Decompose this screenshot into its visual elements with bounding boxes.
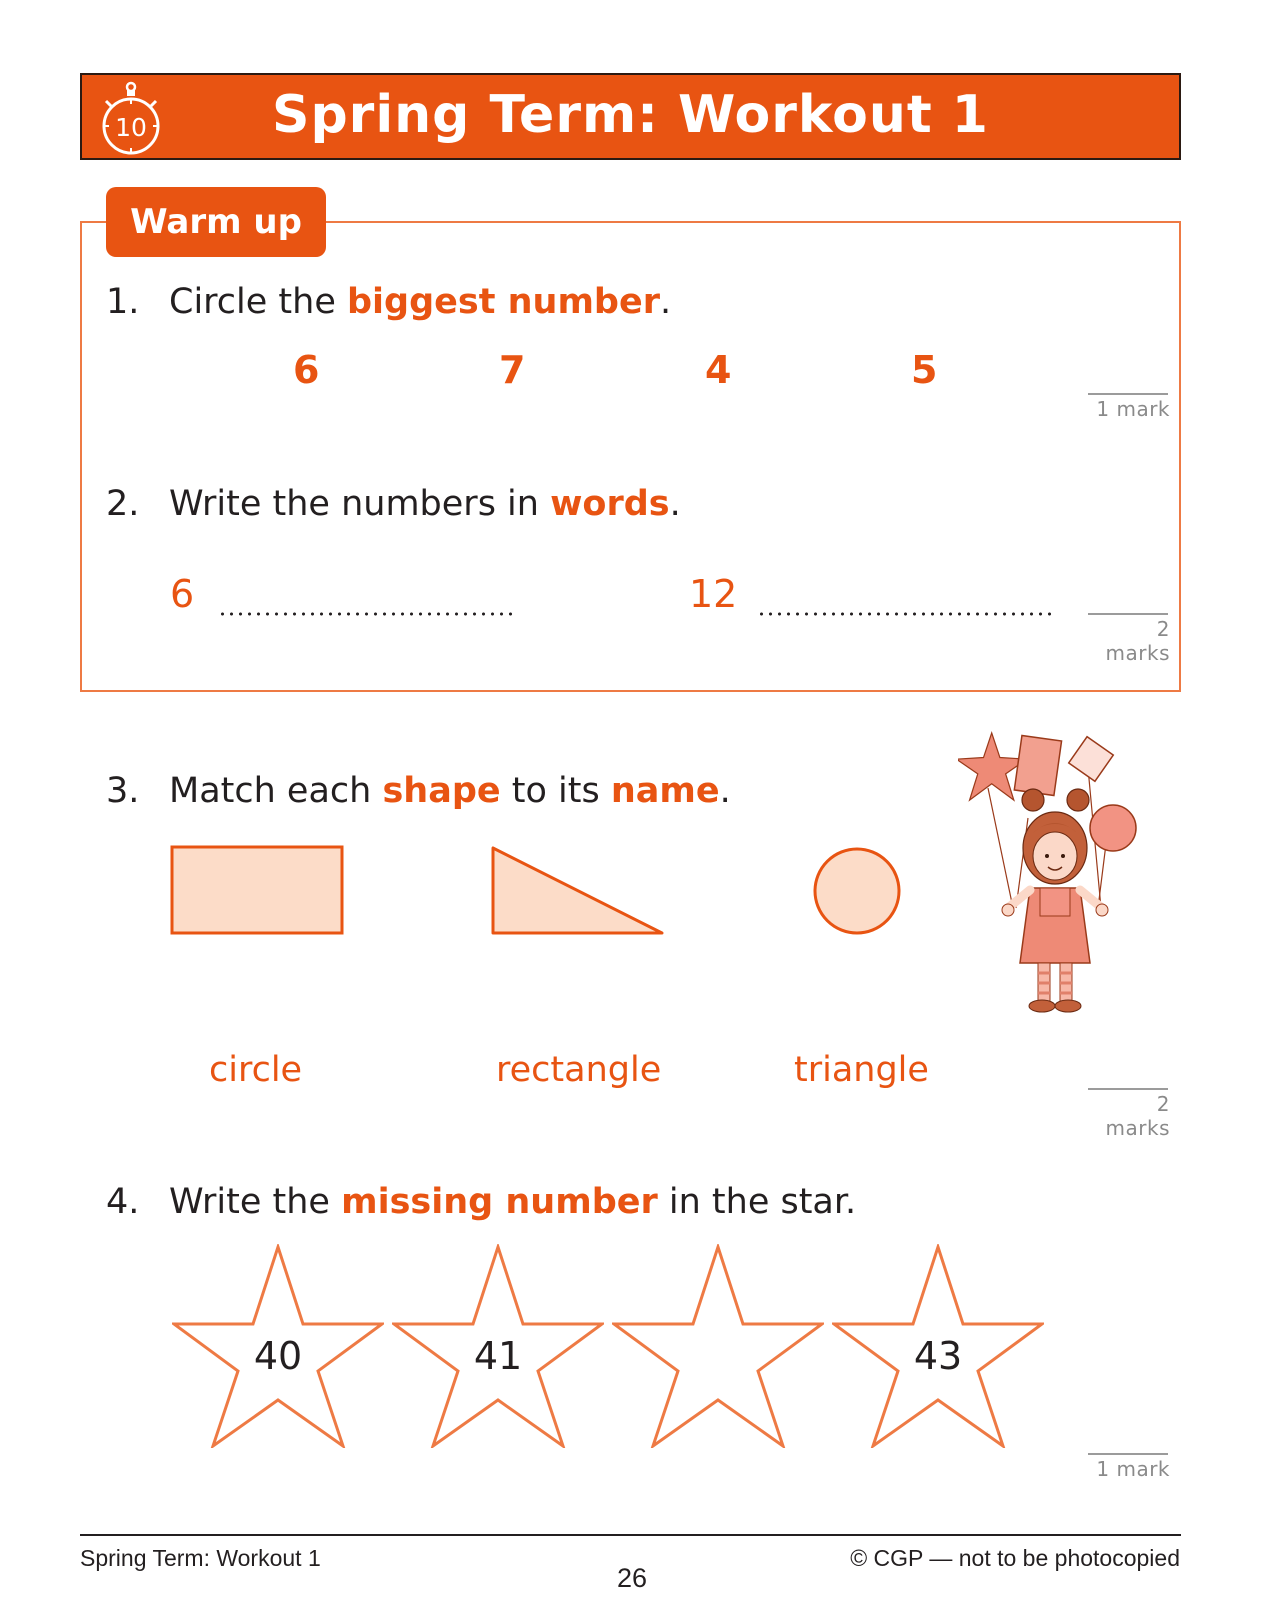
number-option[interactable]: 4 <box>705 348 732 392</box>
footer-divider <box>80 1534 1181 1536</box>
rectangle-shape[interactable] <box>170 845 346 937</box>
question-text: Circle the biggest number. <box>169 282 672 322</box>
mark-line <box>1088 393 1168 395</box>
page-number: 26 <box>616 1563 648 1593</box>
missing-number-star[interactable] <box>612 1244 824 1448</box>
word-number: 12 <box>689 572 738 616</box>
question-text: Write the missing number in the star. <box>169 1182 857 1222</box>
shape-name-label[interactable]: rectangle <box>496 1050 662 1090</box>
star-number: 40 <box>253 1334 303 1378</box>
number-option[interactable]: 5 <box>911 348 938 392</box>
question-number: 2. <box>106 484 140 524</box>
marks-label: 1 mark <box>1096 1457 1170 1481</box>
number-option[interactable]: 7 <box>499 348 526 392</box>
title-bar <box>80 73 1181 160</box>
marks-label: 2 marks <box>1105 1092 1170 1140</box>
mark-line <box>1088 613 1168 615</box>
shape-name-label[interactable]: circle <box>209 1050 303 1090</box>
shape-name-label[interactable]: triangle <box>794 1050 929 1090</box>
answer-line[interactable] <box>218 612 518 616</box>
footer-title: Spring Term: Workout 1 <box>80 1545 321 1571</box>
warmup-tab: Warm up <box>106 187 326 257</box>
star-number: 43 <box>913 1334 963 1378</box>
circle-shape[interactable] <box>811 845 903 937</box>
question-text: Write the numbers in words. <box>169 484 681 524</box>
star-number: 41 <box>473 1334 523 1378</box>
page-title: Spring Term: Workout 1 <box>272 85 989 145</box>
question-number: 3. <box>106 771 140 811</box>
copyright-notice: © CGP — not to be photocopied <box>850 1545 1180 1571</box>
answer-line[interactable] <box>757 612 1057 616</box>
number-option[interactable]: 6 <box>293 348 320 392</box>
girl-with-balloons-illustration <box>958 728 1158 1028</box>
word-number: 6 <box>170 572 195 616</box>
triangle-shape[interactable] <box>490 845 666 937</box>
mark-line <box>1088 1088 1168 1090</box>
question-number: 1. <box>106 282 140 322</box>
marks-label: 1 mark <box>1096 397 1170 421</box>
mark-line <box>1088 1453 1168 1455</box>
question-number: 4. <box>106 1182 140 1222</box>
question-text: Match each shape to its name. <box>169 771 731 811</box>
svg-text:10: 10 <box>115 113 147 142</box>
marks-label: 2 marks <box>1105 617 1170 665</box>
